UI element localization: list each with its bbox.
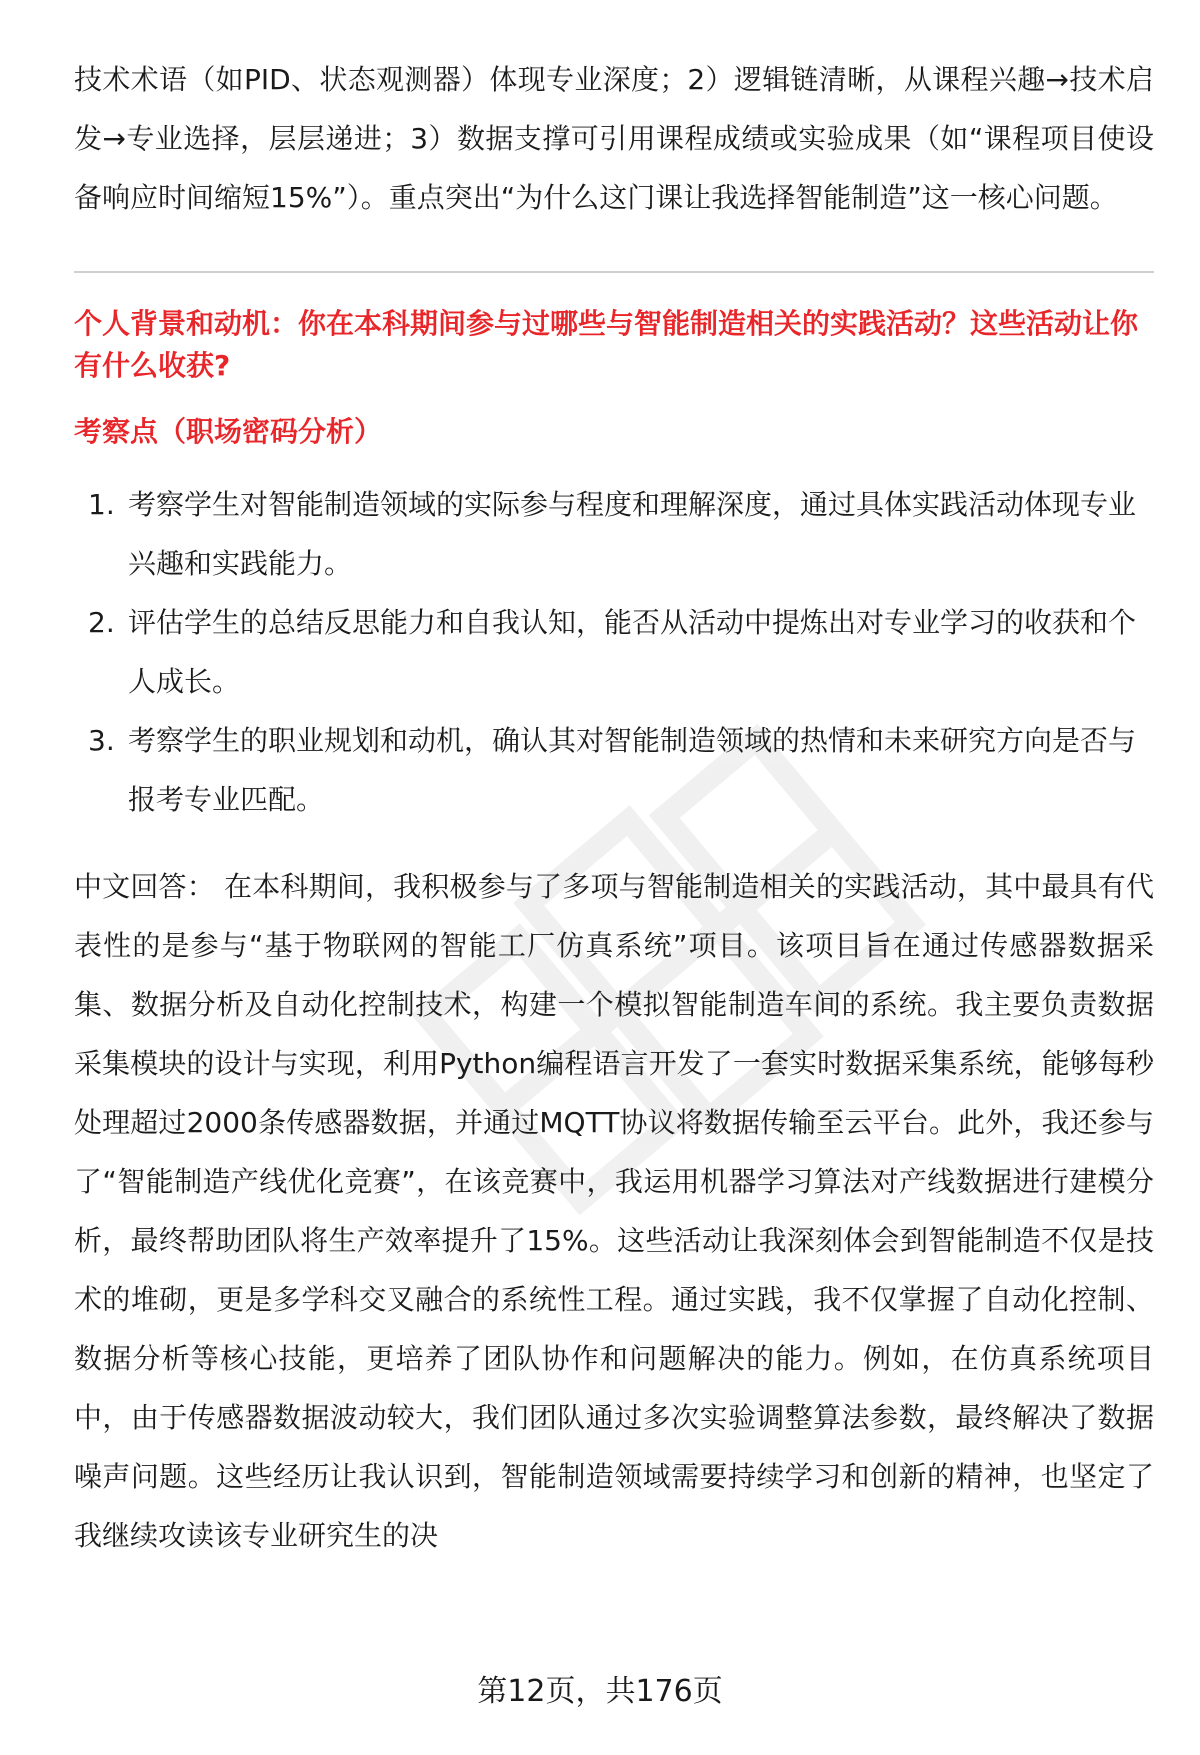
list-item-number: 2. [88, 606, 115, 639]
exam-points-heading: 考察点（职场密码分析） [74, 415, 383, 448]
list-item [74, 593, 1154, 711]
document-page [74, 50, 1154, 1565]
list-item-text: 评估学生的总结反思能力和自我认知，能否从活动中提炼出对专业学习的收获和个人成长。 [128, 606, 1137, 698]
intro-paragraph: 技术术语（如PID、状态观测器）体现专业深度；2）逻辑链清晰，从课程兴趣→技术启发→专业选择，层层递进；3）数据支撑可引用课程成绩或实验成果（如“课程项目使设备响应时间缩短15%”）。重点突出“为什么这门课让我选择智能制造”这一核心问题。 [74, 63, 1154, 214]
list-item-text: 考察学生对智能制造领域的实际参与程度和理解深度，通过具体实践活动体现专业兴趣和实践能力。 [128, 488, 1137, 580]
question-heading: 个人背景和动机：你在本科期间参与过哪些与智能制造相关的实践活动？这些活动让你有什么收获? [74, 307, 1139, 382]
list-item-number: 1. [88, 488, 115, 521]
list-item-number: 3. [88, 724, 115, 757]
answer-paragraph: 中文回答： 在本科期间，我积极参与了多项与智能制造相关的实践活动，其中最具有代表性的是参与“基于物联网的智能工厂仿真系统”项目。该项目旨在通过传感器数据采集、数据分析及自动化控制技术，构建一个模拟智能制造车间的系统。我主要负责数据采集模块的设计与实现，利用Python编程语言开发了一套实时数据采集系统，能够每秒处理超过2000条传感器数据，并通过MQTT协议将数据传输至云平台。此外，我还参与了“智能制造产线优化竞赛”，在该竞赛中，我运用机器学习算法对产线数据进行建模分析，最终帮助团队将生产效率提升了15%。这些活动让我深刻体会到智能制造不仅是技术的堆砌，更是多学科交叉融合的系统性工程。通过实践，我不仅掌握了自动化控制、数据分析等核心技能，更培养了团队协作和问题解决的能力。例如，在仿真系统项目中，由于传感器数据波动较大，我们团队通过多次实验调整算法参数，最终解决了数据噪声问题。这些经历让我认识到，智能制造领域需要持续学习和创新的精神，也坚定了我继续攻读该专业研究生的决 [74, 870, 1154, 1552]
list-item-text: 考察学生的职业规划和动机，确认其对智能制造领域的热情和未来研究方向是否与报考专业匹配。 [128, 724, 1137, 816]
list-item [74, 475, 1154, 593]
exam-points-list [74, 475, 1154, 829]
list-item [74, 711, 1154, 829]
section-divider [74, 271, 1154, 273]
page-footer: 第12页，共176页 [477, 1674, 723, 1709]
